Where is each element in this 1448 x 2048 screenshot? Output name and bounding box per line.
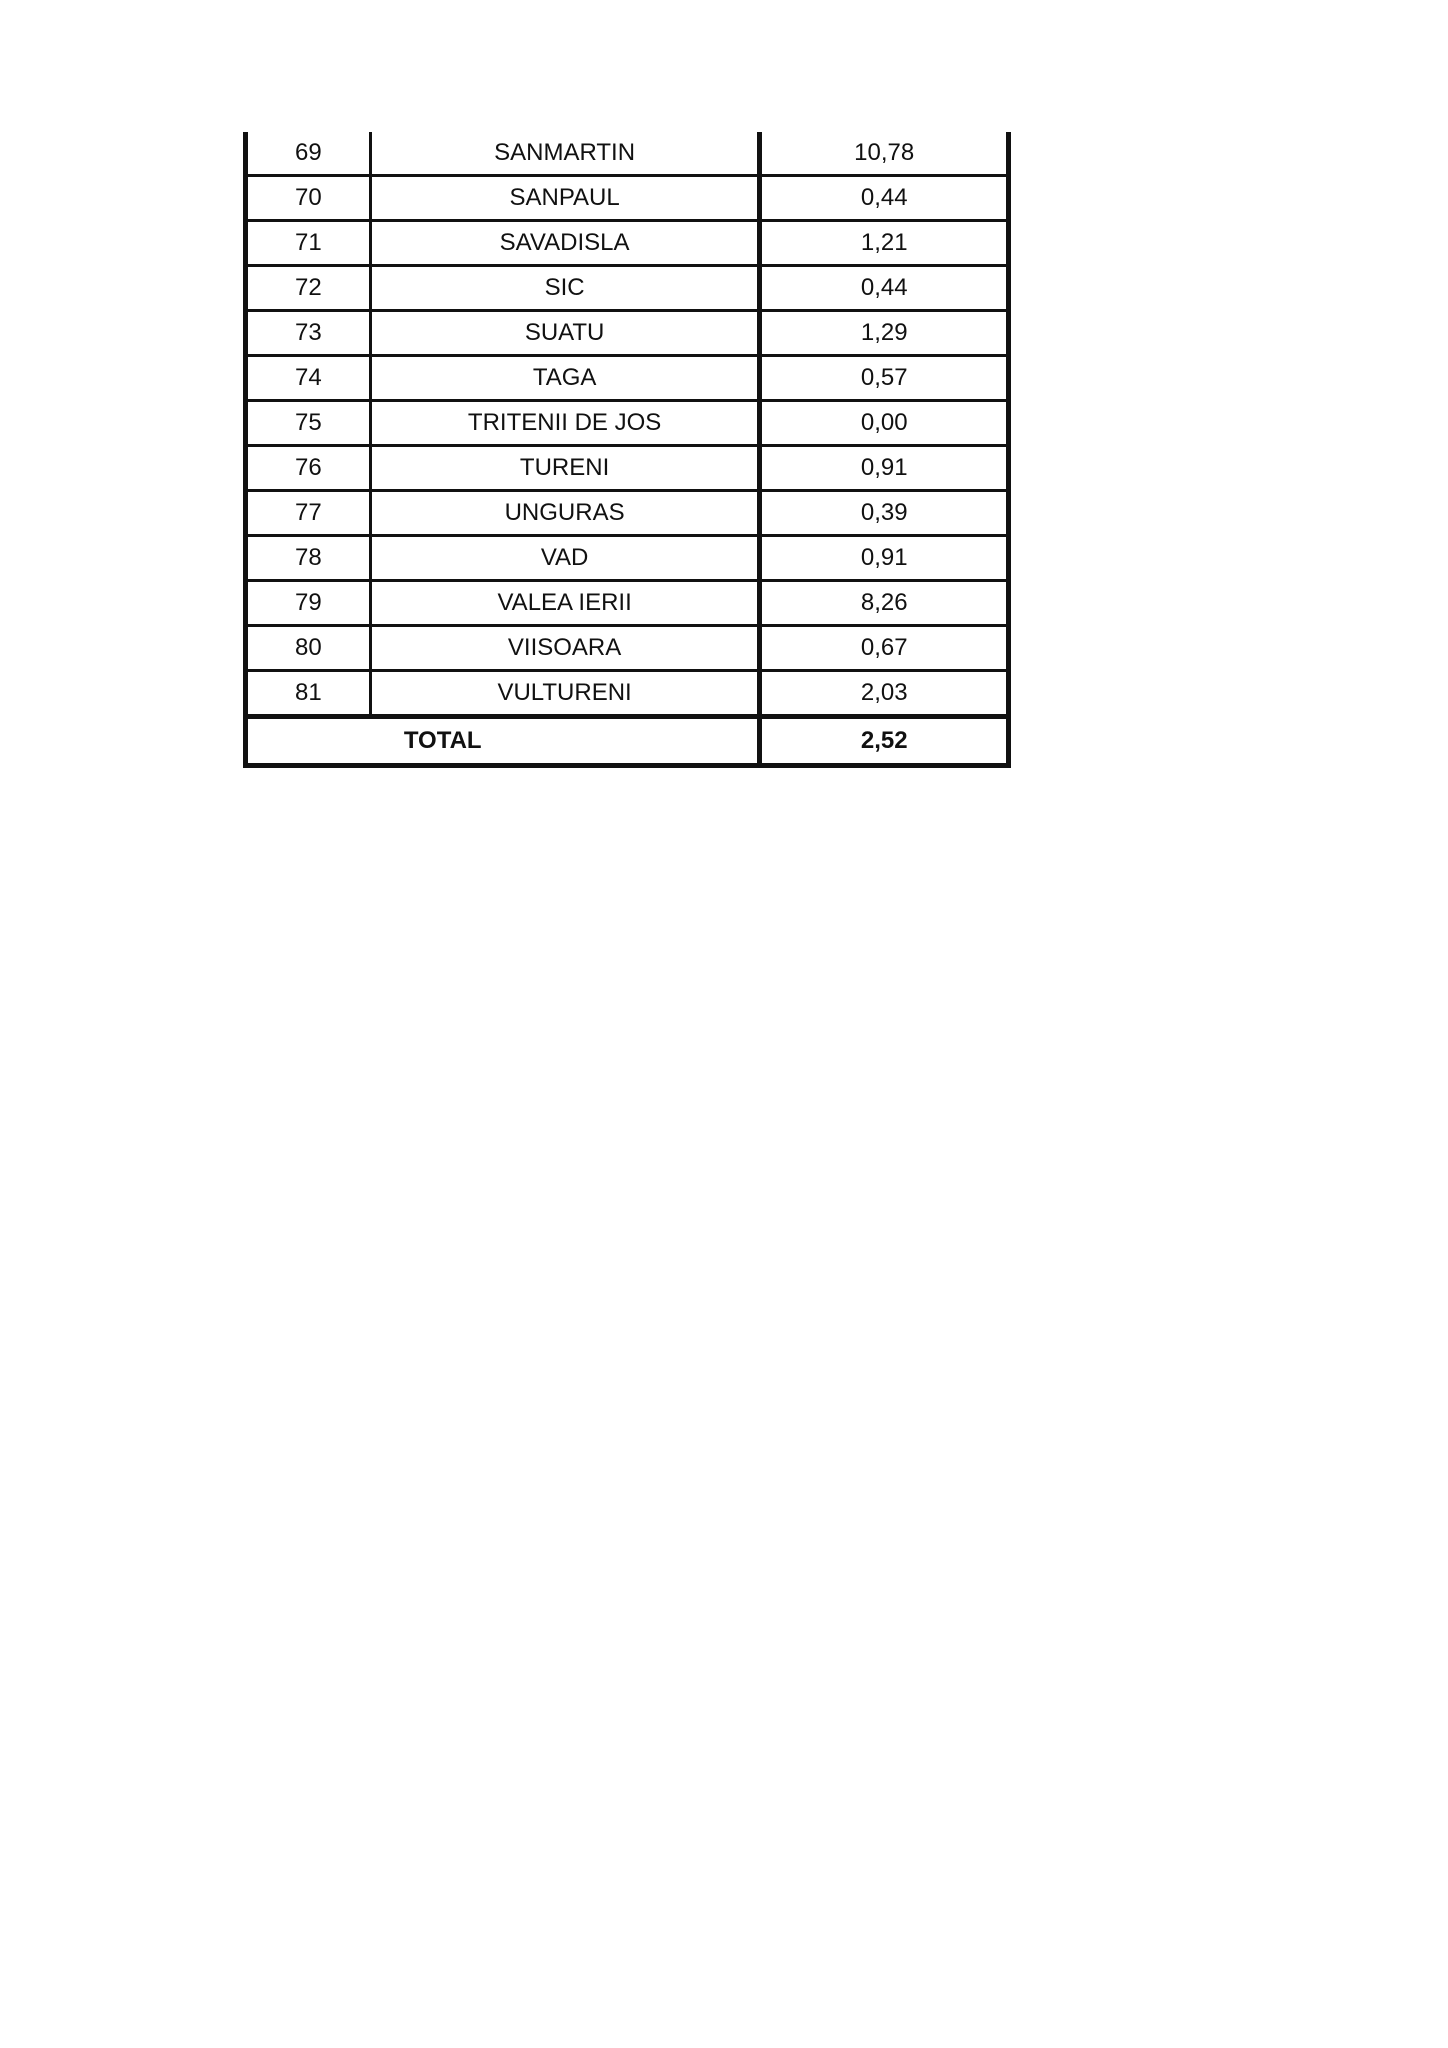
total-value: 2,52 [760,717,1009,766]
row-value: 0,00 [760,401,1009,446]
row-number: 79 [246,581,371,626]
row-value: 0,91 [760,446,1009,491]
row-value: 0,44 [760,266,1009,311]
table-row [246,446,1009,491]
row-value: 1,29 [760,311,1009,356]
row-value: 10,78 [760,132,1009,176]
locality-name: VALEA IERII [370,581,760,626]
row-value: 0,57 [760,356,1009,401]
locality-name: SAVADISLA [370,221,760,266]
locality-name: TURENI [370,446,760,491]
row-number: 76 [246,446,371,491]
row-number: 78 [246,536,371,581]
table-row [246,671,1009,717]
locality-name: UNGURAS [370,491,760,536]
locality-name: SANMARTIN [370,132,760,176]
table-row [246,132,1009,176]
row-number: 72 [246,266,371,311]
table-row [246,536,1009,581]
row-number: 73 [246,311,371,356]
total-row [246,717,1009,766]
table-row [246,311,1009,356]
row-number: 80 [246,626,371,671]
table-row [246,266,1009,311]
table-row [246,221,1009,266]
locality-name: TAGA [370,356,760,401]
table-body [246,132,1009,766]
locality-name: SUATU [370,311,760,356]
row-value: 0,67 [760,626,1009,671]
locality-name: TRITENII DE JOS [370,401,760,446]
row-number: 81 [246,671,371,717]
table-row [246,356,1009,401]
row-value: 0,91 [760,536,1009,581]
locality-name: VULTURENI [370,671,760,717]
row-value: 8,26 [760,581,1009,626]
table-row [246,581,1009,626]
locality-name: VAD [370,536,760,581]
row-value: 1,21 [760,221,1009,266]
table-row [246,401,1009,446]
row-number: 74 [246,356,371,401]
row-number: 71 [246,221,371,266]
row-value: 2,03 [760,671,1009,717]
row-value: 0,44 [760,176,1009,221]
table-row [246,626,1009,671]
row-number: 75 [246,401,371,446]
table-row [246,176,1009,221]
data-table [243,132,1011,768]
row-value: 0,39 [760,491,1009,536]
data-table-frame [243,132,1011,768]
row-number: 77 [246,491,371,536]
table-row [246,491,1009,536]
locality-name: SANPAUL [370,176,760,221]
row-number: 70 [246,176,371,221]
locality-name: VIISOARA [370,626,760,671]
locality-name: SIC [370,266,760,311]
row-number: 69 [246,132,371,176]
total-label: TOTAL [246,717,760,766]
